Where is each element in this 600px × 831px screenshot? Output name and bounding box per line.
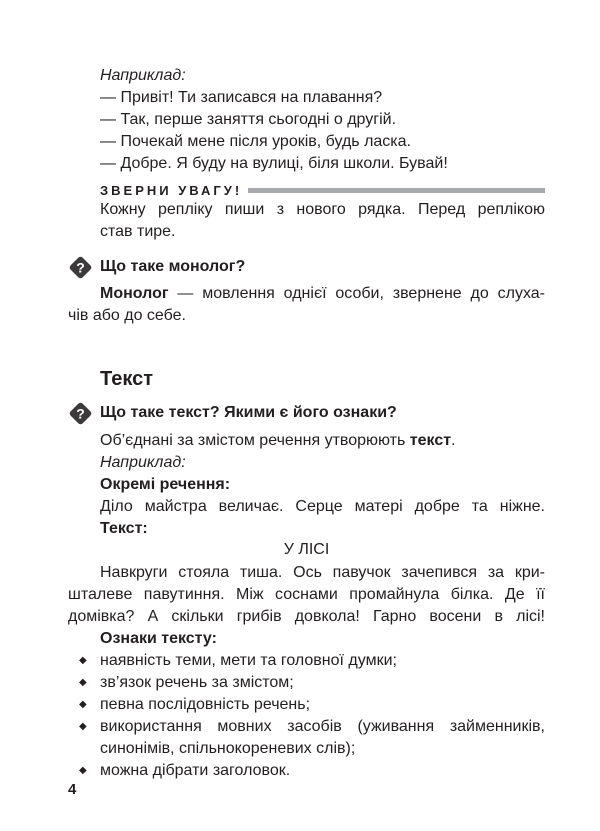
attention-title: ЗВЕРНИ УВАГУ! [100,182,243,198]
question-icon [68,255,93,280]
separate-text: Діло майстра величає. Серце матері добре та ніжне. [100,498,545,515]
story-line: шталеве павутиння. Між соснами промайнула білка. Де її [68,586,545,603]
feature-item-cont: синонімів, спільнокореневих слів); [100,740,356,757]
monolog-definition [100,284,545,304]
dialog-line: — Добре. Я буду на вулиці, біля школи. Бувай! [100,155,448,172]
separate-label: Окремі речення: [100,476,231,493]
bullet-icon: ◆ [79,765,87,776]
attention-rule [248,188,545,193]
story-line: Навкруги стояла тиша. Ось павучок зачепився за кри- [100,564,545,581]
bullet-icon: ◆ [79,721,87,732]
feature-item: можна дібрати заголовок. [100,762,291,779]
intro-end: . [451,432,456,449]
page-number: 4 [68,781,77,798]
term: текст [409,432,452,449]
feature-item: використання мовних засобів (уживання займенників, [100,718,545,735]
story-title: У ЛІСІ [283,541,330,558]
attention-text: став тире. [100,223,176,240]
feature-item: зв’язок речень за змістом; [100,674,294,691]
definition-text: — мовлення однієї особи, звернене до слуха- [168,285,545,302]
feature-item: наявність теми, мети та головної думки; [100,652,397,669]
story-line: домівка? А скільки грибів довкола! Гарно восени в лісі! [68,608,545,625]
example-label: Наприклад: [100,67,186,84]
attention-header [100,180,545,200]
attention-text: Кожну репліку пиши з нового рядка. Перед реплікою [100,201,545,218]
bullet-icon: ◆ [79,699,87,710]
example-label: Наприклад: [100,454,186,471]
intro-text: Об’єднані за змістом речення утворюють [100,432,410,449]
dialog-line: — Почекай мене після уроків, будь ласка. [100,133,411,150]
text-intro [100,431,456,451]
feature-item: певна послідовність речень; [100,696,311,713]
dialog-line: — Так, перше заняття сьогодні о другій. [100,111,397,128]
dialog-line: — Привіт! Ти записався на плавання? [100,89,383,106]
question-monolog: Що таке монолог? [100,258,246,275]
question-icon [68,401,93,426]
section-heading: Текст [100,368,154,390]
text-label: Текст: [100,520,148,537]
question-text: Що таке текст? Якими є його ознаки? [100,404,397,421]
term: Монолог [100,285,169,302]
monolog-definition-cont: чів або до себе. [68,307,186,324]
bullet-icon: ◆ [79,677,87,688]
features-label: Ознаки тексту: [100,630,217,647]
bullet-icon: ◆ [79,655,87,666]
